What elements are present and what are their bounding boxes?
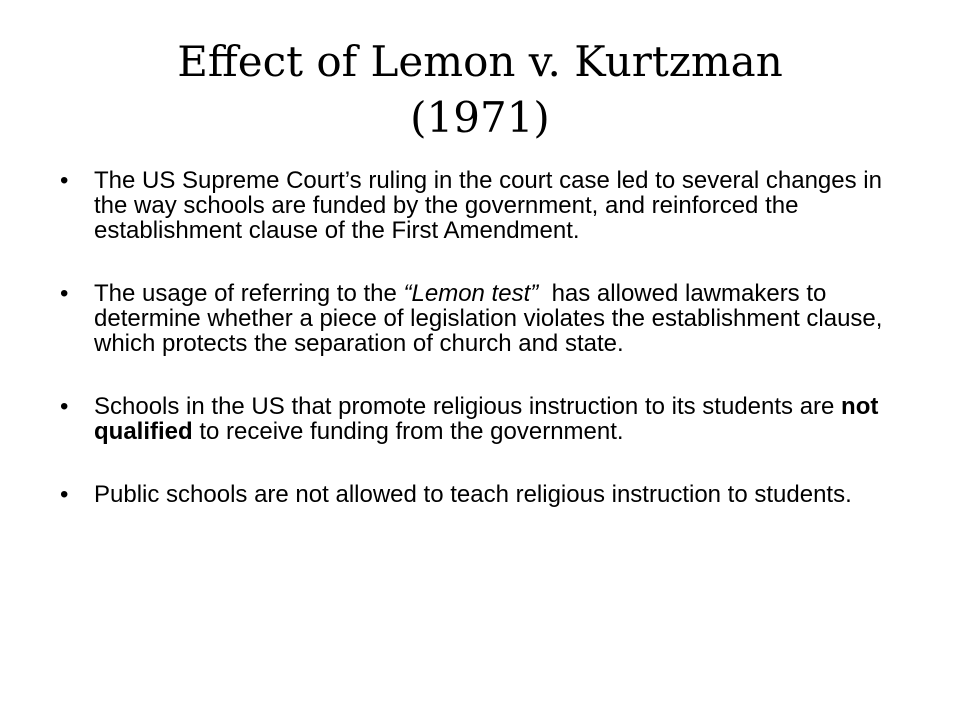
bullet-text-after: has allowed lawmakers to determine whether a piece of legislation violates the establishment clause, which protects the separation of church and state. [94, 280, 890, 357]
bullet-item-funding [60, 394, 900, 444]
bullet-list [60, 168, 900, 545]
bullet-dot-icon: • [60, 393, 69, 420]
title-line-2: (1971) [410, 93, 550, 142]
bullet-text: The US Supreme Court’s ruling in the court case led to several changes in the way schools are funded by the government, and reinforced the establishment clause of the First Amendment. [94, 167, 882, 244]
bullet-text: Public schools are not allowed to teach religious instruction to students. [94, 481, 852, 508]
bullet-dot-icon: • [60, 167, 69, 194]
bullet-text-before: Schools in the US that promote religious instruction to its students are [94, 393, 842, 420]
title-line-1: Effect of Lemon v. Kurtzman [177, 37, 783, 86]
bullet-text-after: to receive funding from the government. [192, 418, 624, 445]
bullet-dot-icon: • [60, 280, 69, 307]
bullet-item-public-schools [60, 482, 900, 507]
bullet-item-lemon-test [60, 281, 900, 356]
bullet-item-ruling [60, 168, 900, 243]
lemon-test-emphasis: “Lemon test” [403, 280, 539, 307]
bullet-dot-icon: • [60, 481, 69, 508]
not-qualified-strong: not qualified [94, 393, 879, 445]
slide-title [60, 34, 900, 146]
bullet-text-before: The usage of referring to the [94, 280, 404, 307]
